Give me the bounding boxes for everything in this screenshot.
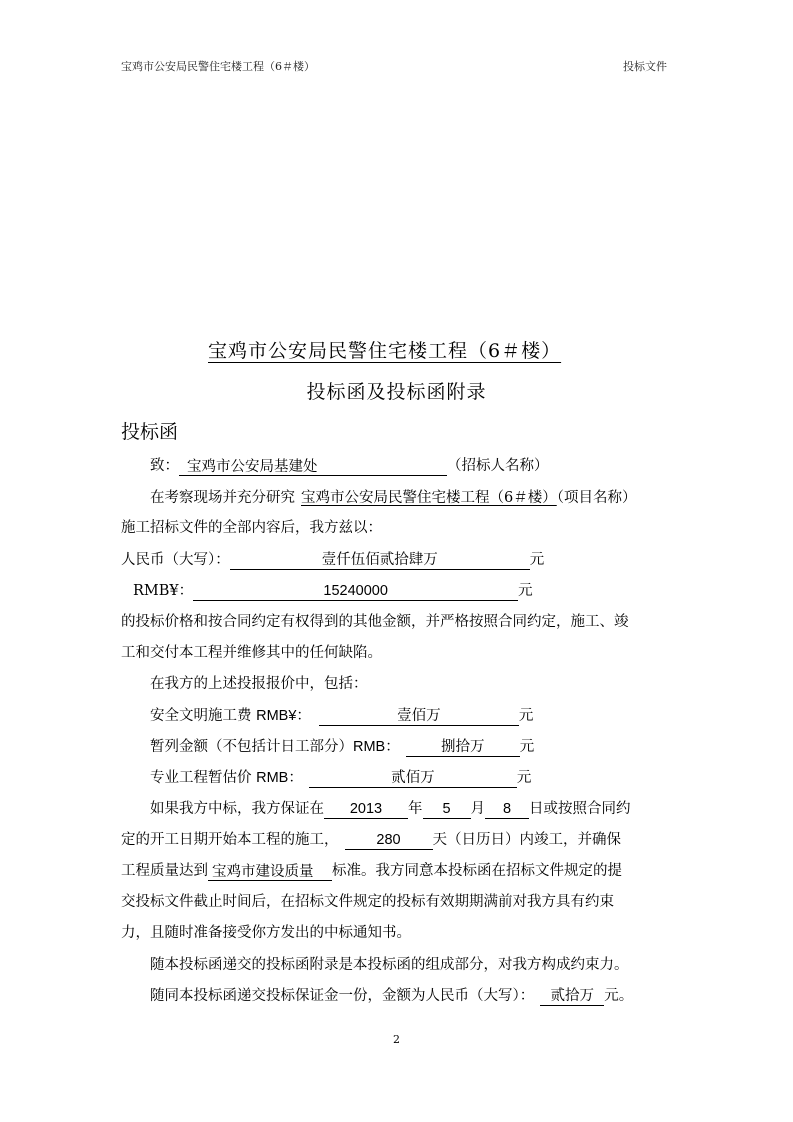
provisional-sum-label: 暂列金额（不包括计日工部分） [150,739,353,755]
rmb-words-field: 壹仟伍佰贰拾肆万 [230,550,530,570]
quality-standard-field: 宝鸡市建设质量 [208,862,332,881]
rmb-words-line [121,550,544,570]
duration-line [121,830,621,850]
provisional-sum-field: 捌拾万 [406,737,520,757]
yuan-unit: 元 [519,739,535,755]
tenderee-name-field: 宝鸡市公安局基建处 [179,457,447,476]
start-day-field: 8 [485,799,529,819]
para1-line1: 的投标价格和按合同约定有权得到的其他金额，并严格按照合同约定，施工、竣 [121,614,629,630]
quality-suffix: 标准。我方同意本投标函在招标文件规定的提 [332,863,622,879]
duration-days-field: 280 [345,830,433,850]
duration-suffix: 天（日历日）内竣工，并确保 [432,832,621,848]
provisional-sum-currency: RMB： [353,739,400,755]
page-number: 2 [393,1033,400,1046]
running-header-doc-type: 投标文件 [623,60,667,73]
yuan-unit: 元 [518,583,533,599]
start-year-field: 2013 [324,799,408,819]
bid-bond-prefix: 随同本投标函递交投标保证金一份，金额为人民币（大写）： [150,988,535,1004]
guarantee-line [150,799,631,819]
quality-line [121,861,622,881]
rmb-words-label: 人民币（大写）： [121,552,230,568]
start-month-field: 5 [423,799,471,819]
include-intro: 在我方的上述投报报价中，包括： [150,676,368,692]
study-prefix: 在考察现场并充分研究 [150,490,295,506]
study-line [150,488,636,508]
rmb-number-line [133,581,533,601]
project-name-field: 宝鸡市公安局民警住宅楼工程（6＃楼） [301,490,557,506]
specialty-estimate-currency: RMB： [256,770,303,786]
yuan-unit: 元 [516,770,532,786]
addressee-line [150,456,549,476]
year-label: 年 [408,801,423,817]
safety-fee-field: 壹佰万 [319,706,519,726]
provisional-sum-line [150,737,534,757]
running-header-title: 宝鸡市公安局民警住宅楼工程（6＃楼） [121,60,315,73]
validity-line-2: 力，且随时准备接受你方发出的中标通知书。 [121,925,411,941]
project-title: 宝鸡市公安局民警住宅楼工程（6＃楼） [208,340,562,362]
specialty-estimate-label: 专业工程暂估价 [150,770,252,786]
safety-fee-line [150,706,533,726]
rmb-number-label: RMB¥： [133,583,194,599]
study-line-2: 施工招标文件的全部内容后，我方兹以： [121,520,382,536]
guarantee-prefix: 如果我方中标，我方保证在 [150,801,324,817]
quality-prefix: 工程质量达到 [121,863,208,879]
yuan-unit: 元 [518,708,534,724]
start-line-text: 定的开工日期开始本工程的施工， [121,832,339,848]
validity-line: 交投标文件截止时间后，在招标文件规定的投标有效期期满前对我方具有约束 [121,894,614,910]
safety-fee-currency: RMB¥： [256,708,311,724]
yuan-unit: 元 [529,552,545,568]
appendix-line: 随本投标函递交的投标函附录是本投标函的组成部分，对我方构成约束力。 [150,957,629,973]
document-subtitle: 投标函及投标函附录 [306,381,487,403]
bid-bond-suffix: 元。 [604,988,634,1004]
rmb-number-field: 15240000 [193,581,518,601]
section-heading: 投标函 [121,421,179,443]
specialty-estimate-line [150,768,531,788]
tenderee-suffix: （招标人名称） [447,458,549,474]
to-label: 致： [150,458,179,474]
day-suffix: 日或按照合同约 [529,801,631,817]
specialty-estimate-field: 贰佰万 [309,768,517,788]
bid-bond-line [150,986,633,1006]
safety-fee-label: 安全文明施工费 [150,708,252,724]
bid-bond-amount-field: 贰拾万 [540,986,604,1006]
month-label: 月 [470,801,485,817]
para1-line2: 工和交付本工程并维修其中的任何缺陷。 [121,645,382,661]
project-name-suffix: （项目名称） [556,490,637,506]
